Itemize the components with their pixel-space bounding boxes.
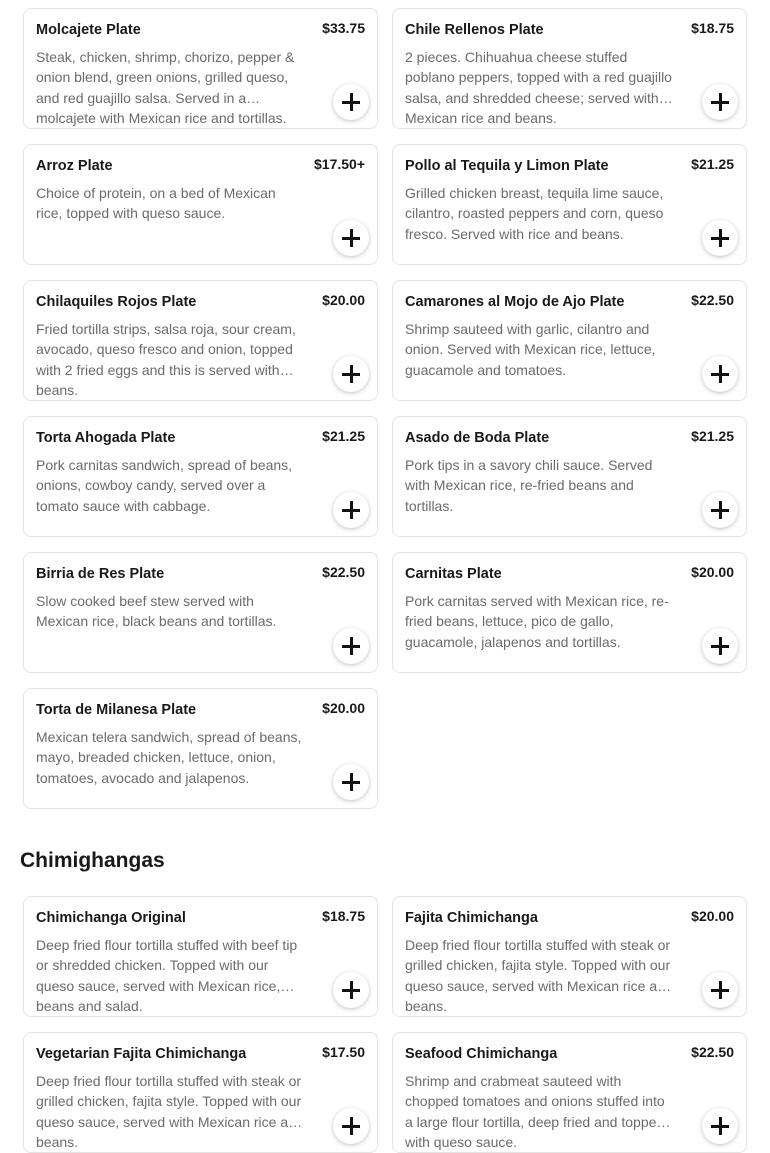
plus-icon xyxy=(342,1117,360,1135)
item-description: Deep fried flour tortilla stuffed with steak or grilled chicken, fajita style. Topped with our queso sauce, served with Mexican rice and beans. xyxy=(405,937,673,1014)
item-price: $17.50+ xyxy=(314,156,365,172)
add-item-button[interactable] xyxy=(702,356,738,392)
menu-item-card[interactable] xyxy=(392,896,747,1017)
item-price: $33.75 xyxy=(322,20,365,36)
item-name: Birria de Res Plate xyxy=(36,566,165,582)
add-item-button[interactable] xyxy=(333,492,369,528)
item-name: Carnitas Plate xyxy=(405,566,502,582)
item-name: Torta de Milanesa Plate xyxy=(36,702,197,718)
plus-icon xyxy=(342,229,360,247)
menu-item-card[interactable] xyxy=(23,416,378,537)
item-description: Fried tortilla strips, salsa roja, sour cream, avocado, queso fresco and onion, topped with 2 fried eggs and this is served with beans. xyxy=(36,321,296,398)
item-description: Pork tips in a savory chili sauce. Served with Mexican rice, re-fried beans and tortillas. xyxy=(405,457,653,514)
item-name: Asado de Boda Plate xyxy=(405,430,550,446)
item-description: Shrimp sauteed with garlic, cilantro and onion. Served with Mexican rice, lettuce, guacamole and tomatoes. xyxy=(405,321,656,378)
item-price: $21.25 xyxy=(322,428,365,444)
add-item-button[interactable] xyxy=(333,628,369,664)
item-price: $18.75 xyxy=(322,908,365,924)
item-description: Pork carnitas sandwich, spread of beans, onions, cowboy candy, served over a tomato sauce with cabbage. xyxy=(36,457,293,514)
plus-icon xyxy=(342,501,360,519)
item-price: $21.25 xyxy=(691,156,734,172)
item-name: Chile Rellenos Plate xyxy=(405,22,544,38)
item-description: Shrimp and crabmeat sauteed with chopped tomatoes and onions stuffed into a large flour tortilla, deep fried and topped with queso sauce. xyxy=(405,1073,665,1150)
item-price: $20.00 xyxy=(691,908,734,924)
section-heading: Chimighangas xyxy=(20,849,165,872)
item-name: Fajita Chimichanga xyxy=(405,910,538,926)
item-price: $18.75 xyxy=(691,20,734,36)
item-price: $20.00 xyxy=(322,700,365,716)
menu-item-card[interactable] xyxy=(23,280,378,401)
plus-icon xyxy=(711,637,729,655)
plus-icon xyxy=(711,1117,729,1135)
plus-icon xyxy=(342,773,360,791)
add-item-button[interactable] xyxy=(702,84,738,120)
plus-icon xyxy=(711,365,729,383)
plus-icon xyxy=(342,637,360,655)
menu-item-card[interactable] xyxy=(23,688,378,809)
plus-icon xyxy=(711,93,729,111)
add-item-button[interactable] xyxy=(702,220,738,256)
plus-icon xyxy=(342,981,360,999)
item-description: Steak, chicken, shrimp, chorizo, pepper & onion blend, green onions, grilled queso, and red guajillo salsa. Served in a molcajete with Mexican rice and tortillas. xyxy=(36,49,295,126)
item-price: $20.00 xyxy=(322,292,365,308)
item-description: Choice of protein, on a bed of Mexican rice, topped with queso sauce. xyxy=(36,185,276,222)
menu-item-card[interactable] xyxy=(392,280,747,401)
item-description: Deep fried flour tortilla stuffed with beef tip or shredded chicken. Topped with our queso sauce, served with Mexican rice, beans and salad. xyxy=(36,937,298,1014)
menu-item-card[interactable] xyxy=(392,552,747,673)
item-name: Vegetarian Fajita Chimichanga xyxy=(36,1046,247,1062)
item-name: Chimichanga Original xyxy=(36,910,186,926)
menu-item-card[interactable] xyxy=(23,896,378,1017)
item-price: $22.50 xyxy=(322,564,365,580)
add-item-button[interactable] xyxy=(702,492,738,528)
add-item-button[interactable] xyxy=(333,764,369,800)
item-price: $20.00 xyxy=(691,564,734,580)
item-description: Grilled chicken breast, tequila lime sauce, cilantro, roasted peppers and corn, queso fresco. Served with rice and beans. xyxy=(405,185,664,242)
menu-item-card[interactable] xyxy=(23,144,378,265)
item-description: Pork carnitas served with Mexican rice, re-fried beans, lettuce, pico de gallo, guacamole, jalapenos and tortillas. xyxy=(405,593,669,650)
item-name: Seafood Chimichanga xyxy=(405,1046,558,1062)
plus-icon xyxy=(342,365,360,383)
item-name: Molcajete Plate xyxy=(36,22,141,38)
add-item-button[interactable] xyxy=(333,84,369,120)
add-item-button[interactable] xyxy=(333,1108,369,1144)
plus-icon xyxy=(711,981,729,999)
add-item-button[interactable] xyxy=(702,628,738,664)
menu-item-card[interactable] xyxy=(23,552,378,673)
item-price: $17.50 xyxy=(322,1044,365,1060)
add-item-button[interactable] xyxy=(333,220,369,256)
item-name: Arroz Plate xyxy=(36,158,113,174)
item-description: Deep fried flour tortilla stuffed with steak or grilled chicken, fajita style. Topped with our queso sauce, served with Mexican rice and beans. xyxy=(36,1073,304,1150)
plus-icon xyxy=(711,501,729,519)
menu-item-card[interactable] xyxy=(23,8,378,129)
item-description: Mexican telera sandwich, spread of beans, mayo, breaded chicken, lettuce, onion, tomatoes, avocado and jalapenos. xyxy=(36,729,302,786)
item-name: Camarones al Mojo de Ajo Plate xyxy=(405,294,625,310)
add-item-button[interactable] xyxy=(333,972,369,1008)
item-name: Pollo al Tequila y Limon Plate xyxy=(405,158,609,174)
item-description: 2 pieces. Chihuahua cheese stuffed poblano peppers, topped with a red guajillo salsa, and shredded cheese; served with Mexican rice and beans. xyxy=(405,49,672,126)
menu-item-card[interactable] xyxy=(392,144,747,265)
add-item-button[interactable] xyxy=(702,972,738,1008)
item-price: $22.50 xyxy=(691,1044,734,1060)
item-price: $21.25 xyxy=(691,428,734,444)
item-name: Chilaquiles Rojos Plate xyxy=(36,294,197,310)
menu-item-card[interactable] xyxy=(392,1032,747,1153)
item-name: Torta Ahogada Plate xyxy=(36,430,176,446)
item-price: $22.50 xyxy=(691,292,734,308)
plus-icon xyxy=(711,229,729,247)
menu-item-card[interactable] xyxy=(23,1032,378,1153)
menu-item-card[interactable] xyxy=(392,8,747,129)
add-item-button[interactable] xyxy=(333,356,369,392)
add-item-button[interactable] xyxy=(702,1108,738,1144)
menu-item-card[interactable] xyxy=(392,416,747,537)
item-description: Slow cooked beef stew served with Mexican rice, black beans and tortillas. xyxy=(36,593,277,630)
plus-icon xyxy=(342,93,360,111)
